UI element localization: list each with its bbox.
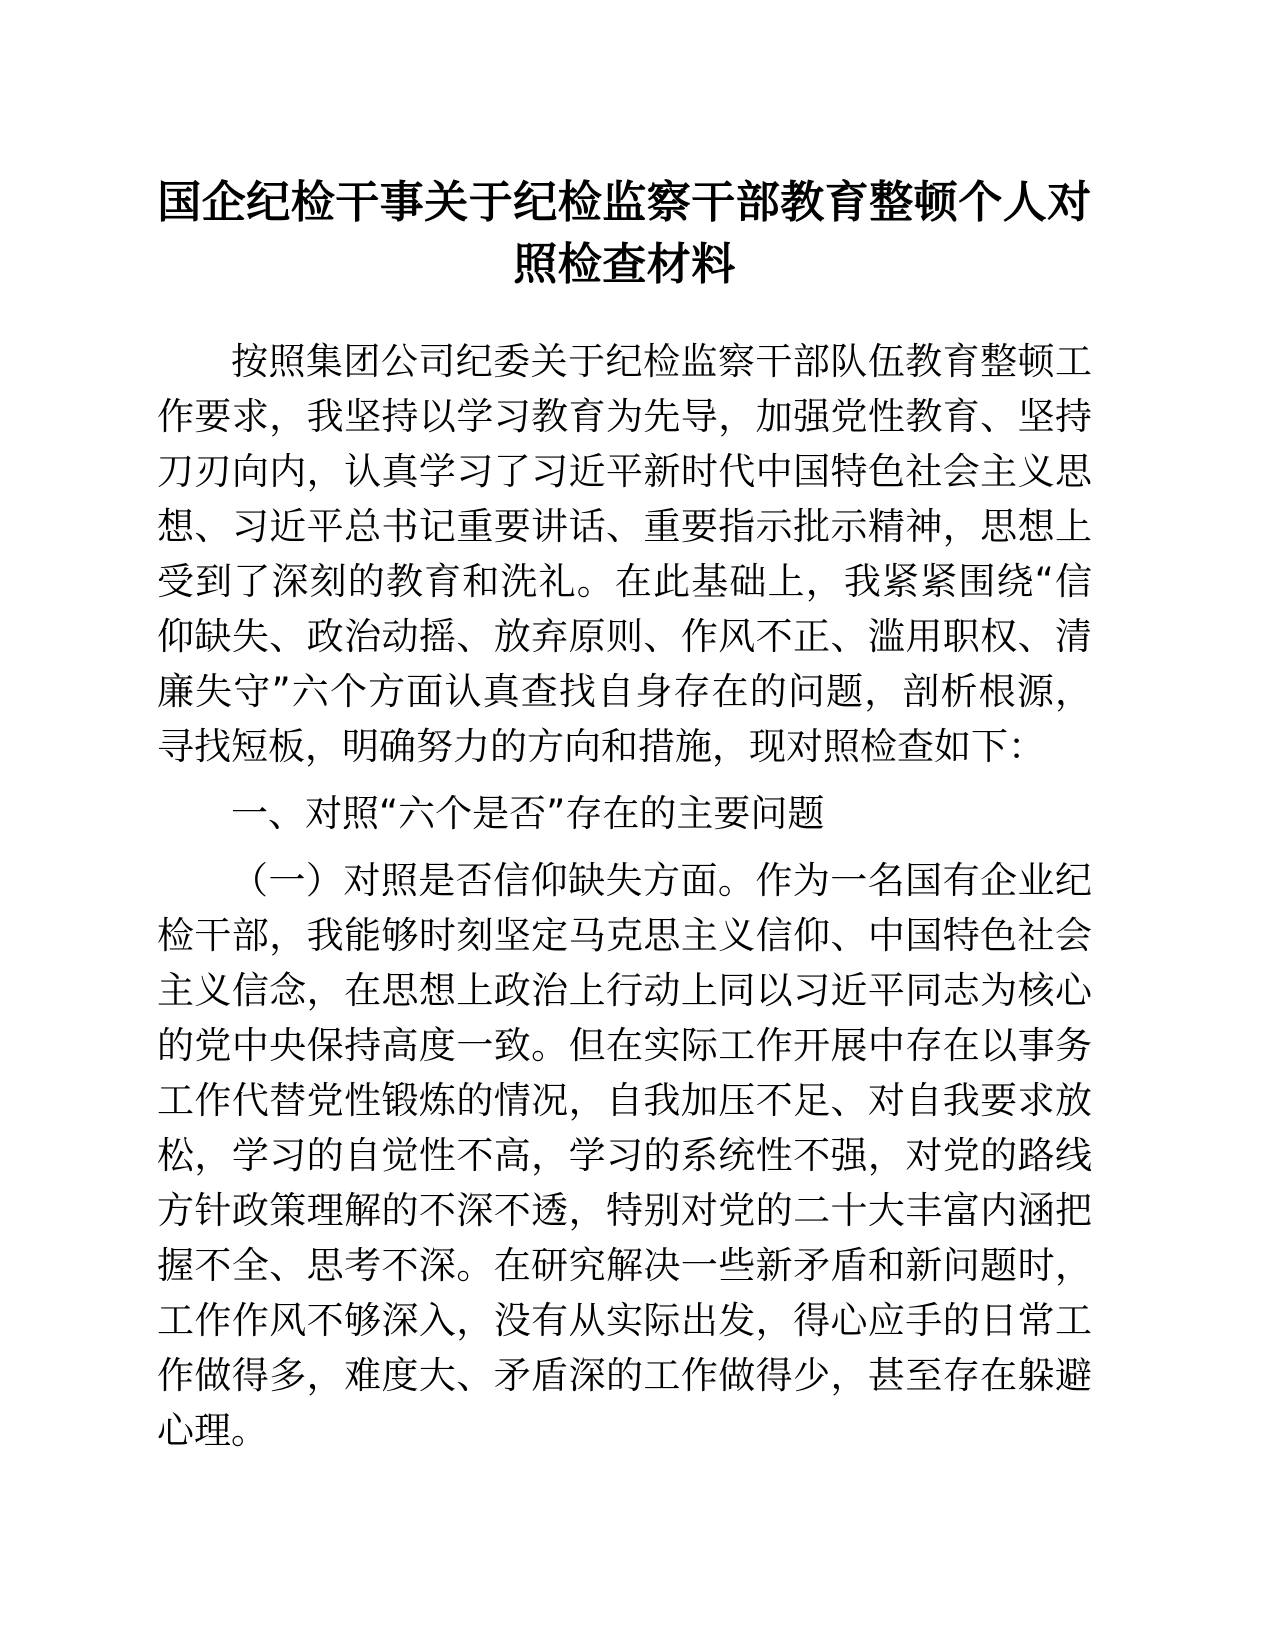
paragraph-spacer (157, 774, 1092, 786)
paragraph-intro: 按照集团公司纪委关于纪检监察干部队伍教育整顿工作要求，我坚持以学习教育为先导，加强党性教育、坚持刀刃向内，认真学习了习近平新时代中国特色社会主义思想、习近平总书记重要讲话、重要指示批示精神，思想上受到了深刻的教育和洗礼。在此基础上，我紧紧围绕“信仰缺失、政治动摇、放弃原则、作风不正、滥用职权、清廉失守”六个方面认真查找自身存在的问题，剖析根源，寻找短板，明确努力的方向和措施，现对照检查如下： (157, 340, 1092, 768)
section-heading-one: 一、对照“六个是否”存在的主要问题 (231, 792, 825, 835)
paragraph-subsection-one: （一）对照是否信仰缺失方面。作为一名国有企业纪检干部，我能够时刻坚定马克思主义信仰、中国特色社会主义信念，在思想上政治上行动上同以习近平同志为核心的党中央保持高度一致。但在实际工作开展中存在以事务工作代替党性锻炼的情况，自我加压不足、对自我要求放松，学习的自觉性不高，学习的系统性不强，对党的路线方针政策理解的不深不透，特别对党的二十大丰富内涵把握不全、思考不深。在研究解决一些新矛盾和新问题时，工作作风不够深入，没有从实际出发，得心应手的日常工作做得多，难度大、矛盾深的工作做得少，甚至存在躲避心理。 (157, 859, 1092, 1452)
paragraph-spacer (157, 841, 1092, 853)
page-title: 国企纪检干事关于纪检监察干部教育整顿个人对照检查材料 (157, 177, 1092, 291)
document-body (157, 334, 1092, 1458)
